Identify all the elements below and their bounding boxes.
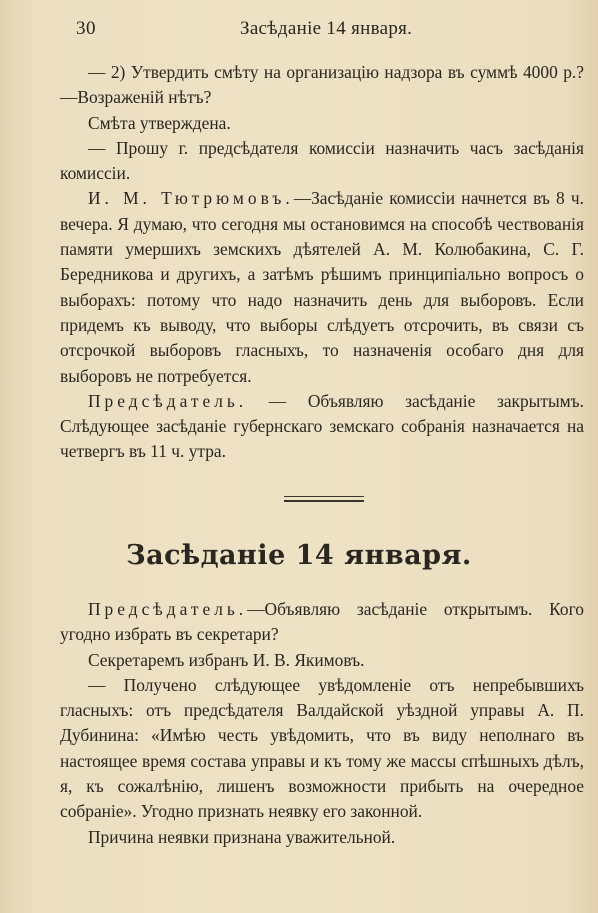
paragraph-text: — Объявляю засѣданіе закрытымъ. Слѣдующее засѣданіе губернскаго земскаго собранія назначается на четвергъ въ 11 ч. утра. — [60, 390, 584, 462]
paragraph — [60, 60, 584, 111]
section-divider — [284, 496, 364, 502]
paragraph — [60, 389, 584, 465]
paragraph-text: Секретаремъ избранъ И. В. Якимовъ. — [88, 649, 365, 670]
top-section — [60, 60, 584, 465]
paragraph — [60, 186, 584, 388]
paragraph — [60, 136, 584, 187]
speaker-name: Предсѣдатель. — [88, 390, 248, 411]
paragraph — [60, 597, 584, 648]
speaker-name: И. М. Тютрюмовъ. — [88, 188, 294, 209]
paragraph — [60, 648, 584, 673]
page-header — [0, 18, 598, 44]
speaker-name: Предсѣдатель. — [88, 599, 248, 619]
paragraph-text: — Прошу г. предсѣдателя комиссіи назначить часъ засѣданія комиссіи. — [60, 137, 584, 184]
paragraph-text: Причина неявки признана уважительной. — [88, 826, 396, 847]
paragraph — [60, 111, 584, 136]
paragraph-text: —Объявляю засѣданіе открытымъ. Кого угодно избрать въ секретари? — [60, 599, 584, 645]
divider-line — [284, 500, 364, 502]
paragraph — [60, 825, 584, 850]
paragraph-text: — Получено слѣдующее увѣдомленіе отъ непребывшихъ гласныхъ: отъ предсѣдателя Валдайской уѣздной управы А. П. Дубинина: «Имѣю честь увѣдомить, что въ виду неполнаго въ настоящее время состава управы и къ тому же массы спѣшныхъ дѣлъ, я, къ сожалѣнію, лишенъ возможности прибыть на очередное собраніе». Угодно признать неявку его законной. — [60, 674, 584, 822]
divider-line — [284, 496, 364, 497]
bottom-section — [60, 597, 584, 850]
running-head: Засѣданіе 14 января. — [240, 18, 413, 39]
paragraph-text: — 2) Утвердить смѣту на организацію надзора въ суммѣ 4000 р.?—Возраженій нѣтъ? — [60, 62, 584, 108]
paragraph — [60, 673, 584, 825]
section-title: Засѣданіе 14 января. — [126, 540, 472, 571]
paragraph-text: Смѣта утверждена. — [88, 112, 231, 133]
paragraph-text: —Засѣданіе комиссіи начнется въ 8 ч. вечера. Я думаю, что сегодня мы остановимся на способѣ чествованія памяти умершихъ земскихъ дѣятелей А. М. Колюбакина, С. Г. Бередникова и другихъ, а затѣмъ рѣшимъ принципіально вопросъ о выборахъ: потому что надо назначить день для выборовъ. Если придемъ къ выводу, что выборы слѣдуетъ отсрочить, въ связи съ отсрочкой выборовъ гласныхъ, то назначенія особаго дня для выборовъ не потребуется. — [60, 188, 584, 386]
page-number: 30 — [76, 18, 96, 39]
